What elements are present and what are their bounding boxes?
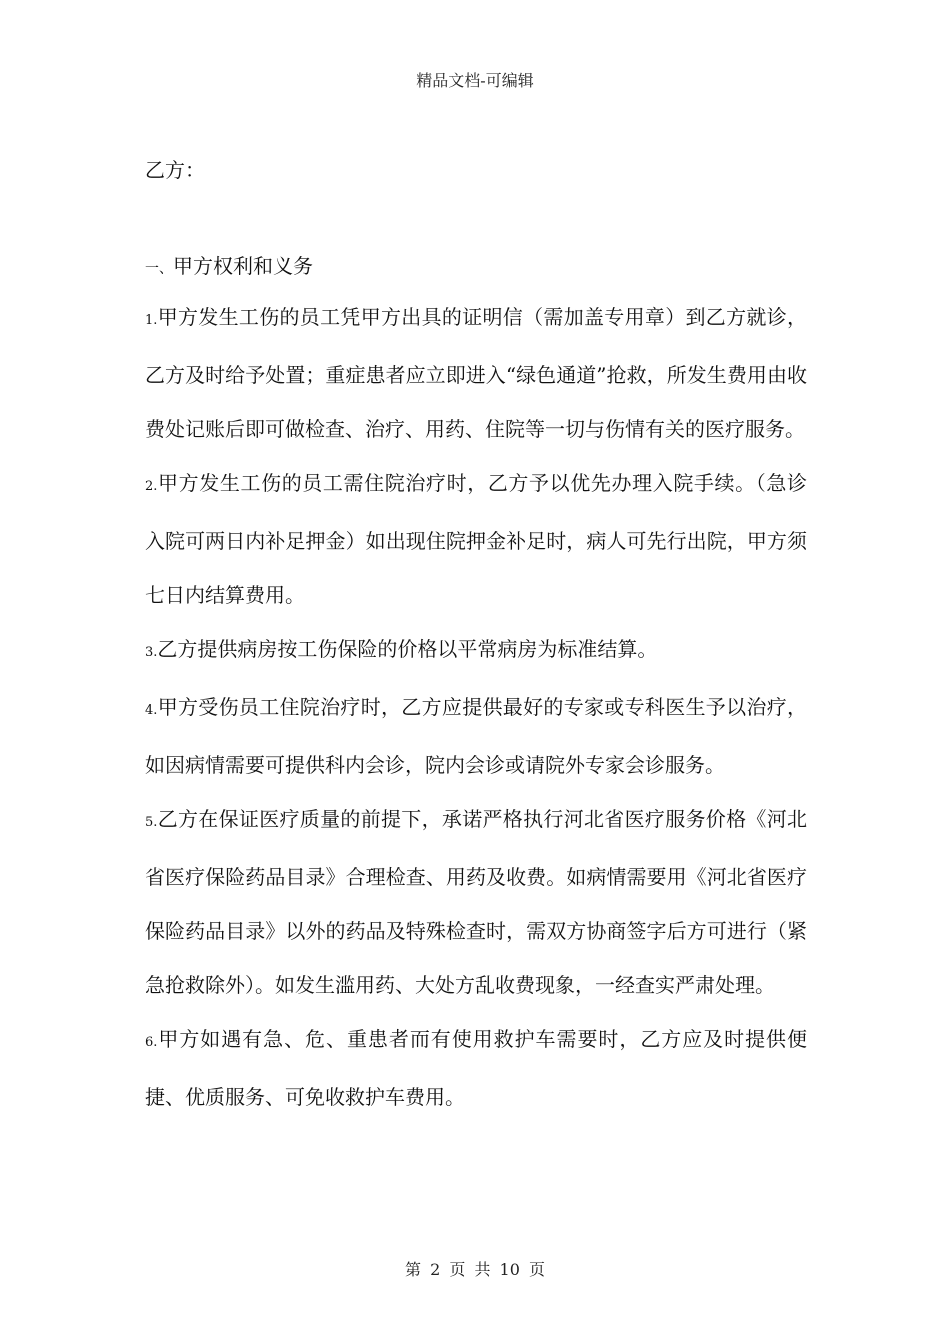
clause-text: 甲方如遇有急、危、重患者而有使用救护车需要时，乙方应及时提供便捷、优质服务、可免收救护车费用。 <box>145 1027 807 1109</box>
section-heading <box>145 250 313 279</box>
clause-item <box>145 792 807 1012</box>
clause-number: 2. <box>145 479 158 494</box>
clause-text: 乙方在保证医疗质量的前提下，承诺严格执行河北省医疗服务价格《河北省医疗保险药品目录》合理检查、用药及收费。如病情需要用《河北省医疗保险药品目录》以外的药品及特殊检查时，需双方协商签字后方可进行（紧急抢救除外）。如发生滥用药、大处方乱收费现象，一经查实严肃处理。 <box>145 807 807 997</box>
section-number: 一、 <box>145 261 173 277</box>
party-b-label: 乙方： <box>145 158 205 182</box>
clause-item <box>145 290 807 456</box>
clause-text: 甲方发生工伤的员工需住院治疗时，乙方予以优先办理入院手续。（急诊入院可两日内补足押金）如出现住院押金补足时，病人可先行出院，甲方须七日内结算费用。 <box>145 471 807 607</box>
clause-text: 乙方提供病房按工伤保险的价格以平常病房为标准结算。 <box>157 637 658 661</box>
clause-item <box>145 680 807 792</box>
page-footer: 第 2 页 共 10 页 <box>405 1260 545 1279</box>
clause-item <box>145 1012 807 1124</box>
clause-item <box>145 456 807 622</box>
clause-number: 1. <box>145 313 158 328</box>
clause-text: 甲方发生工伤的员工凭甲方出具的证明信（需加盖专用章）到乙方就诊，乙方及时给予处置；重症患者应立即进入“绿色通道”抢救，所发生费用由收费处记账后即可做检查、治疗、用药、住院等一切与伤情有关的医疗服务。 <box>145 305 807 441</box>
clause-item <box>145 622 807 680</box>
clause-number: 6. <box>145 1035 158 1050</box>
clause-number: 5. <box>145 815 158 830</box>
clause-list <box>145 290 807 1124</box>
clause-text: 甲方受伤员工住院治疗时，乙方应提供最好的专家或专科医生予以治疗，如因病情需要可提供科内会诊，院内会诊或请院外专家会诊服务。 <box>145 695 807 777</box>
clause-number: 4. <box>145 703 158 718</box>
clause-number: 3. <box>145 645 158 660</box>
section-title: 甲方权利和义务 <box>173 254 313 278</box>
page-header: 精品文档-可编辑 <box>416 71 534 90</box>
